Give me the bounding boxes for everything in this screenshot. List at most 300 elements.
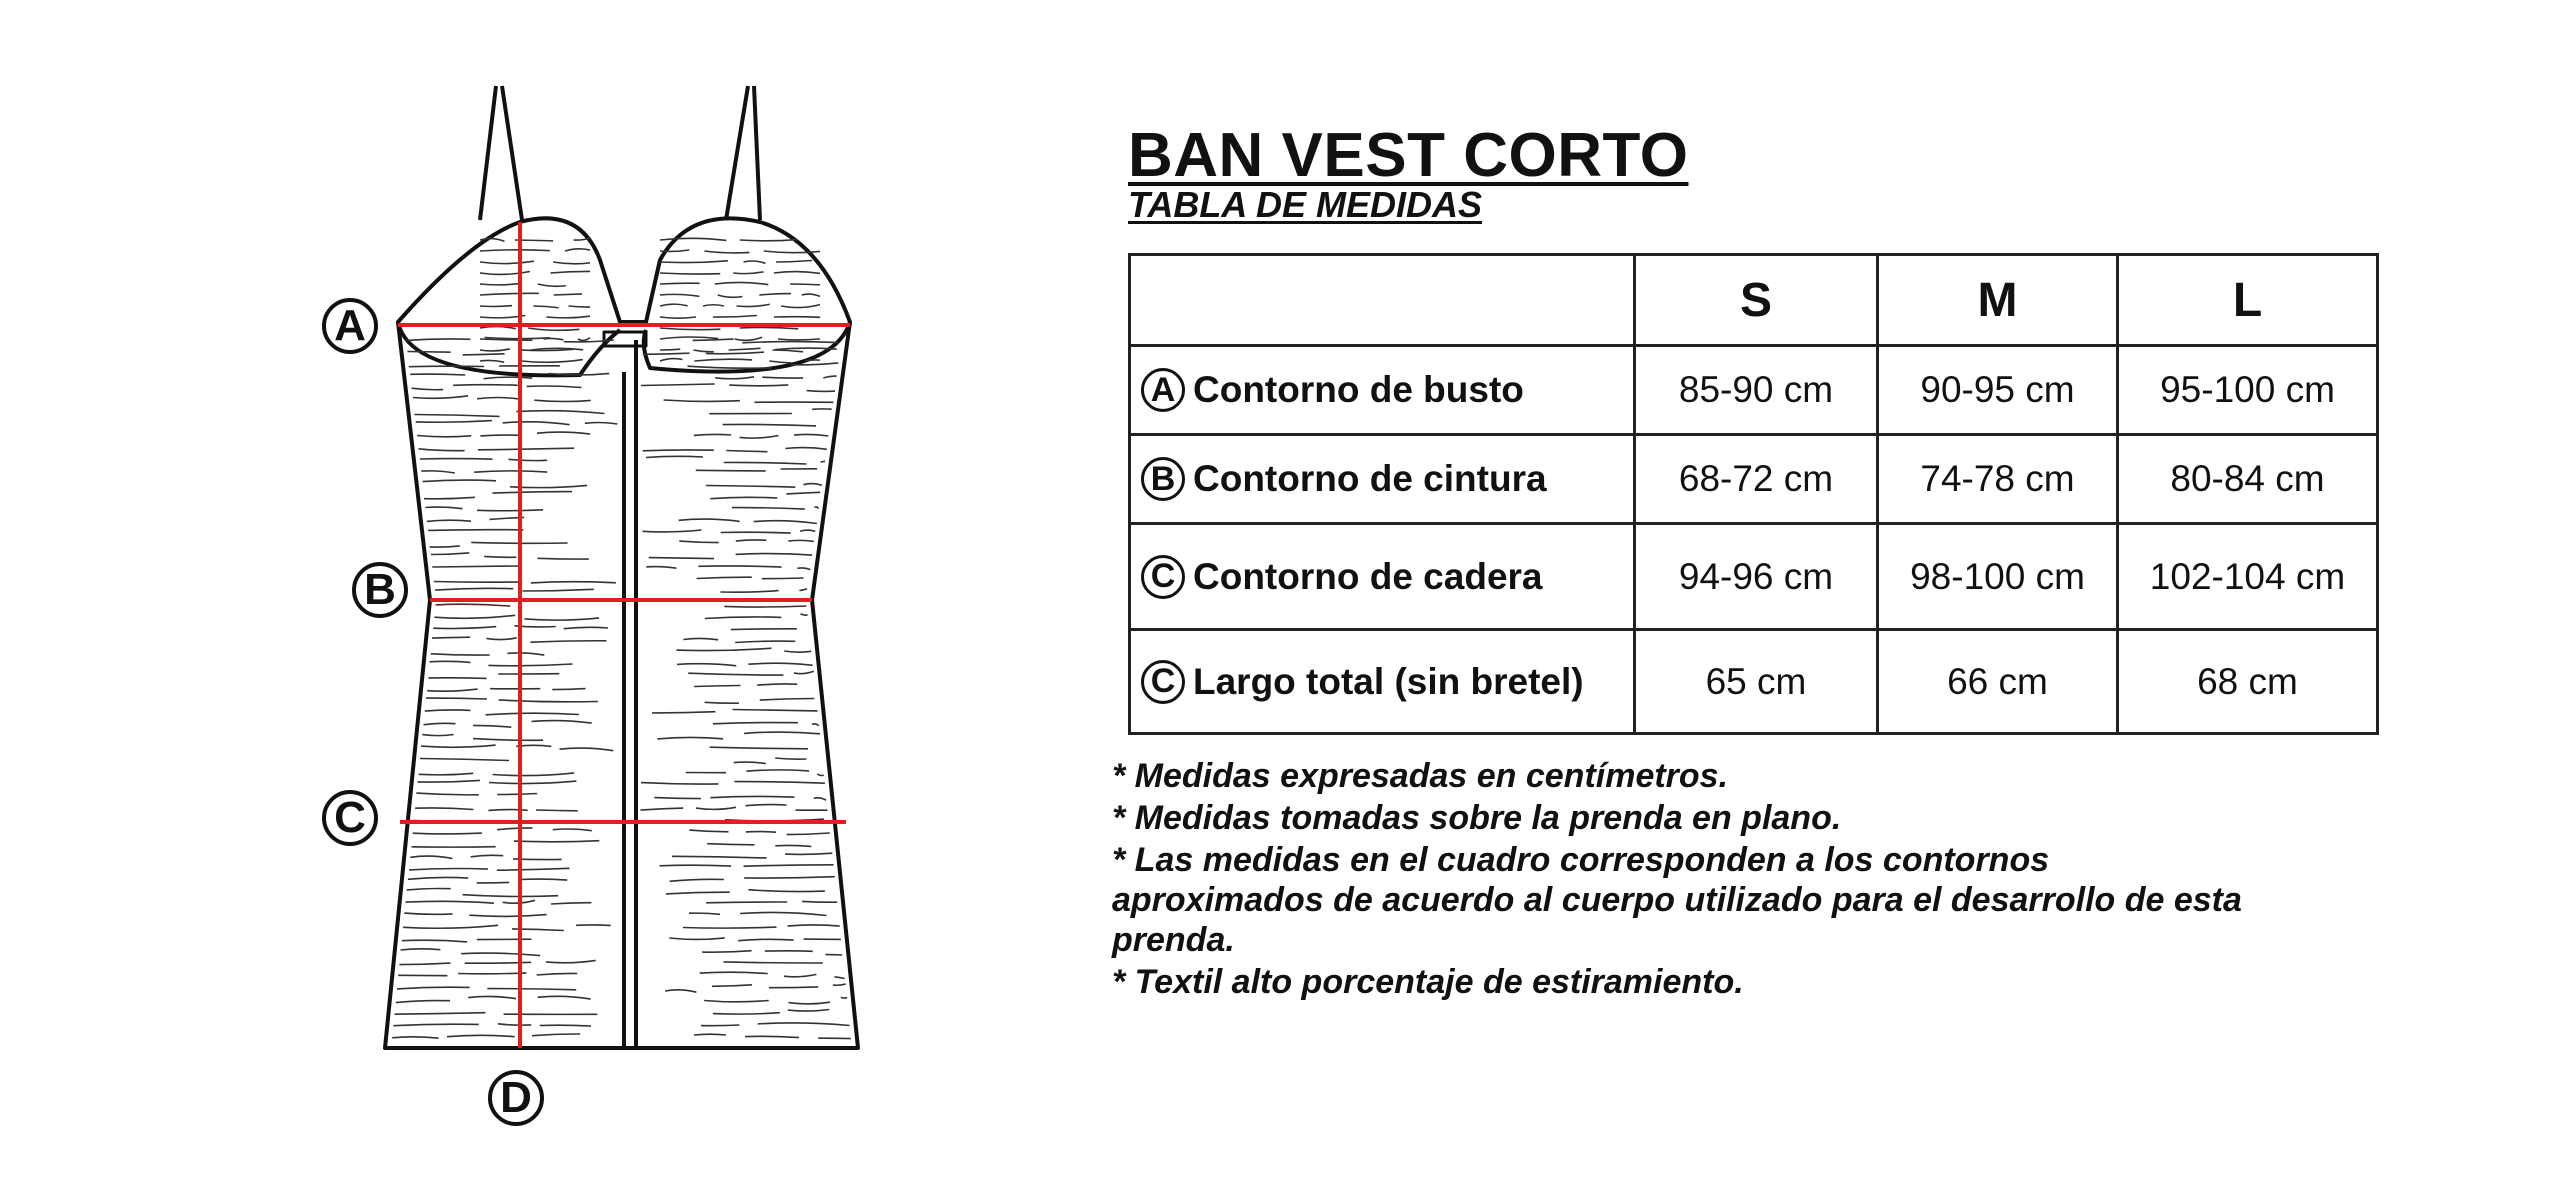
texture-stroke bbox=[817, 774, 824, 776]
texture-stroke bbox=[403, 925, 498, 928]
texture-stroke bbox=[696, 807, 736, 809]
texture-stroke bbox=[715, 282, 769, 284]
texture-stroke bbox=[707, 844, 754, 845]
texture-stroke bbox=[474, 471, 547, 472]
texture-stroke bbox=[408, 877, 468, 879]
row-marker: C bbox=[1141, 555, 1185, 599]
texture-stroke bbox=[641, 384, 715, 386]
row-marker: B bbox=[1141, 457, 1185, 501]
texture-stroke bbox=[509, 459, 548, 460]
texture-stroke bbox=[532, 721, 592, 724]
texture-stroke bbox=[710, 796, 794, 797]
texture-stroke bbox=[748, 890, 825, 892]
texture-stroke bbox=[694, 1034, 726, 1035]
texture-stroke bbox=[787, 833, 830, 835]
texture-stroke bbox=[735, 337, 763, 340]
table-row bbox=[1130, 524, 2378, 630]
texture-stroke bbox=[745, 1036, 799, 1037]
texture-stroke bbox=[660, 317, 696, 318]
texture-stroke bbox=[731, 629, 797, 630]
texture-stroke bbox=[520, 879, 567, 880]
texture-stroke bbox=[412, 388, 444, 390]
texture-stroke bbox=[396, 1001, 450, 1003]
texture-stroke bbox=[762, 377, 803, 378]
note-stretch: * Textil alto porcentaje de estiramiento. bbox=[1112, 963, 1744, 1001]
texture-stroke bbox=[420, 459, 493, 460]
texture-stroke bbox=[421, 745, 496, 747]
texture-stroke bbox=[447, 1035, 515, 1036]
texture-stroke bbox=[485, 338, 550, 339]
cell-m: 66 cm bbox=[1878, 630, 2118, 734]
row-label-text: Contorno de cadera bbox=[1193, 555, 1543, 597]
texture-stroke bbox=[710, 497, 777, 498]
table-row bbox=[1130, 346, 2378, 435]
texture-stroke bbox=[689, 830, 728, 832]
table-row bbox=[1130, 435, 2378, 524]
texture-stroke bbox=[480, 250, 550, 251]
texture-stroke bbox=[802, 901, 837, 902]
texture-stroke bbox=[493, 492, 573, 494]
texture-stroke bbox=[564, 627, 608, 628]
texture-stroke bbox=[402, 940, 467, 942]
texture-stroke bbox=[664, 400, 740, 401]
texture-stroke bbox=[721, 532, 791, 533]
texture-stroke bbox=[799, 589, 807, 591]
texture-stroke bbox=[735, 641, 795, 642]
note-approximate: * Las medidas en el cuadro corresponden a los contornos aproximados de acuerdo al cuerpo utilizado para el desarrollo de esta prenda. bbox=[1112, 841, 2242, 959]
texture-stroke bbox=[414, 415, 499, 417]
cell-l: 68 cm bbox=[2118, 630, 2378, 734]
texture-stroke bbox=[432, 566, 518, 567]
texture-stroke bbox=[503, 422, 570, 425]
left-strap bbox=[480, 86, 522, 220]
texture-stroke bbox=[660, 328, 720, 330]
texture-stroke bbox=[435, 588, 513, 590]
texture-stroke bbox=[480, 284, 519, 285]
texture-stroke bbox=[484, 377, 533, 379]
texture-stroke bbox=[683, 638, 718, 639]
texture-stroke bbox=[660, 283, 700, 284]
texture-stroke bbox=[649, 558, 714, 559]
texture-stroke bbox=[726, 451, 767, 452]
texture-stroke bbox=[774, 317, 820, 318]
texture-stroke bbox=[800, 530, 815, 531]
texture-stroke bbox=[425, 507, 462, 509]
texture-stroke bbox=[670, 879, 724, 881]
texture-stroke bbox=[764, 251, 820, 253]
texture-stroke bbox=[801, 614, 808, 615]
texture-stroke bbox=[694, 350, 714, 352]
texture-stroke bbox=[641, 783, 719, 784]
texture-stroke bbox=[434, 615, 515, 618]
texture-stroke bbox=[430, 661, 471, 662]
texture-stroke bbox=[665, 990, 696, 992]
row-label-text: Contorno de busto bbox=[1193, 369, 1524, 410]
texture-stroke bbox=[401, 949, 441, 950]
texture-stroke bbox=[746, 832, 776, 833]
texture-stroke bbox=[759, 294, 791, 295]
texture-stroke bbox=[823, 376, 836, 378]
texture-stroke bbox=[426, 698, 487, 699]
texture-stroke bbox=[705, 617, 782, 619]
row-label-text: Largo total (sin bretel) bbox=[1193, 660, 1584, 702]
texture-stroke bbox=[734, 782, 825, 784]
texture-stroke bbox=[433, 627, 496, 629]
texture-stroke bbox=[747, 770, 810, 771]
texture-stroke bbox=[676, 648, 771, 650]
fabric-texture bbox=[392, 238, 851, 1039]
texture-stroke bbox=[788, 925, 840, 926]
texture-stroke bbox=[473, 739, 543, 741]
texture-stroke bbox=[643, 353, 690, 354]
cell-s: 85-90 cm bbox=[1635, 346, 1878, 435]
texture-stroke bbox=[428, 530, 523, 531]
texture-stroke bbox=[537, 973, 578, 975]
texture-stroke bbox=[804, 484, 822, 486]
marker-d: D bbox=[488, 1070, 544, 1126]
texture-stroke bbox=[399, 963, 450, 965]
texture-stroke bbox=[694, 359, 752, 361]
texture-stroke bbox=[538, 284, 566, 286]
texture-stroke bbox=[769, 987, 818, 988]
texture-stroke bbox=[488, 664, 572, 666]
texture-stroke bbox=[784, 651, 811, 652]
texture-stroke bbox=[397, 987, 470, 989]
texture-stroke bbox=[737, 304, 770, 306]
texture-stroke bbox=[551, 903, 591, 904]
texture-stroke bbox=[546, 316, 590, 318]
texture-stroke bbox=[487, 989, 576, 990]
texture-stroke bbox=[514, 841, 600, 842]
texture-stroke bbox=[784, 974, 817, 976]
texture-stroke bbox=[732, 710, 817, 711]
texture-stroke bbox=[713, 1013, 780, 1014]
texture-stroke bbox=[458, 973, 526, 974]
cell-l: 80-84 cm bbox=[2118, 435, 2378, 524]
note-flat-measure: * Medidas tomadas sobre la prenda en plano. bbox=[1112, 799, 1842, 837]
texture-stroke bbox=[554, 294, 582, 295]
texture-stroke bbox=[477, 882, 510, 883]
texture-stroke bbox=[679, 519, 740, 521]
texture-stroke bbox=[773, 350, 804, 352]
texture-stroke bbox=[560, 748, 614, 751]
texture-stroke bbox=[422, 735, 453, 736]
texture-stroke bbox=[461, 953, 540, 955]
texture-stroke bbox=[420, 759, 509, 761]
texture-stroke bbox=[693, 339, 734, 340]
row-label-waist bbox=[1130, 435, 1635, 524]
texture-stroke bbox=[724, 606, 806, 607]
texture-stroke bbox=[585, 422, 618, 424]
texture-stroke bbox=[660, 865, 732, 866]
texture-stroke bbox=[471, 855, 504, 857]
texture-stroke bbox=[468, 996, 516, 998]
texture-stroke bbox=[788, 1002, 830, 1004]
texture-stroke bbox=[683, 927, 777, 928]
texture-stroke bbox=[775, 845, 811, 846]
size-header-m: M bbox=[1878, 255, 2118, 346]
size-header-s: S bbox=[1635, 255, 1878, 346]
texture-stroke bbox=[534, 400, 590, 401]
texture-stroke bbox=[525, 618, 600, 620]
cell-s: 65 cm bbox=[1635, 630, 1878, 734]
texture-stroke bbox=[786, 492, 820, 494]
texture-stroke bbox=[738, 939, 793, 940]
texture-stroke bbox=[531, 582, 616, 583]
texture-stroke bbox=[775, 758, 806, 759]
size-table bbox=[1128, 253, 2379, 735]
texture-stroke bbox=[428, 678, 486, 679]
note-units: * Medidas expresadas en centímetros. bbox=[1112, 757, 1729, 795]
texture-stroke bbox=[701, 1025, 740, 1026]
texture-stroke bbox=[497, 794, 537, 795]
table-row bbox=[1130, 630, 2378, 734]
texture-stroke bbox=[540, 1025, 591, 1026]
texture-stroke bbox=[427, 689, 477, 691]
marker-b: B bbox=[352, 562, 408, 618]
cell-s: 94-96 cm bbox=[1635, 524, 1878, 630]
texture-stroke bbox=[643, 450, 714, 451]
texture-stroke bbox=[706, 352, 764, 354]
texture-stroke bbox=[415, 808, 473, 810]
texture-stroke bbox=[528, 328, 579, 330]
texture-stroke bbox=[419, 449, 465, 451]
page-title: BAN VEST CORTO bbox=[1128, 121, 1689, 190]
texture-stroke bbox=[660, 304, 688, 306]
texture-stroke bbox=[432, 637, 470, 638]
texture-stroke bbox=[641, 808, 684, 810]
texture-stroke bbox=[395, 1013, 486, 1015]
texture-stroke bbox=[480, 360, 504, 362]
texture-stroke bbox=[434, 582, 523, 583]
texture-stroke bbox=[694, 686, 740, 687]
cell-s: 68-72 cm bbox=[1635, 435, 1878, 524]
texture-stroke bbox=[740, 327, 799, 328]
texture-stroke bbox=[421, 471, 455, 473]
texture-stroke bbox=[646, 456, 703, 457]
texture-stroke bbox=[538, 558, 589, 559]
texture-stroke bbox=[679, 541, 718, 543]
texture-stroke bbox=[794, 434, 828, 436]
texture-stroke bbox=[480, 306, 512, 307]
texture-stroke bbox=[734, 762, 766, 764]
texture-stroke bbox=[553, 829, 592, 831]
texture-stroke bbox=[537, 432, 590, 434]
texture-stroke bbox=[704, 251, 749, 253]
texture-stroke bbox=[660, 294, 699, 296]
texture-stroke bbox=[486, 713, 579, 715]
texture-stroke bbox=[797, 568, 810, 570]
texture-stroke bbox=[744, 865, 834, 866]
texture-stroke bbox=[788, 1010, 829, 1012]
texture-stroke bbox=[484, 556, 516, 557]
texture-stroke bbox=[744, 732, 820, 734]
texture-stroke bbox=[724, 962, 823, 963]
texture-stroke bbox=[754, 521, 817, 524]
texture-stroke bbox=[409, 869, 488, 870]
texture-stroke bbox=[781, 305, 820, 308]
size-header-l: L bbox=[2118, 255, 2378, 346]
texture-stroke bbox=[677, 664, 736, 666]
row-label-bust bbox=[1130, 346, 1635, 435]
texture-stroke bbox=[473, 725, 511, 727]
texture-stroke bbox=[553, 262, 590, 264]
texture-stroke bbox=[740, 912, 826, 915]
texture-stroke bbox=[698, 566, 781, 567]
texture-stroke bbox=[723, 424, 817, 425]
texture-stroke bbox=[720, 591, 778, 593]
texture-stroke bbox=[416, 421, 492, 423]
texture-stroke bbox=[565, 249, 590, 251]
texture-stroke bbox=[769, 361, 791, 363]
cell-m: 90-95 cm bbox=[1878, 346, 2118, 435]
texture-stroke bbox=[516, 411, 604, 414]
texture-stroke bbox=[702, 951, 751, 953]
marker-c: C bbox=[322, 790, 378, 846]
texture-stroke bbox=[550, 271, 590, 273]
texture-stroke bbox=[776, 261, 812, 262]
texture-stroke bbox=[812, 724, 819, 726]
texture-stroke bbox=[463, 895, 558, 897]
texture-stroke bbox=[427, 520, 471, 521]
texture-stroke bbox=[742, 342, 838, 343]
texture-stroke bbox=[418, 780, 481, 782]
texture-stroke bbox=[774, 272, 820, 274]
texture-stroke bbox=[643, 530, 702, 532]
table-header-row bbox=[1130, 255, 2378, 346]
texture-stroke bbox=[416, 793, 478, 795]
texture-stroke bbox=[724, 462, 807, 464]
garment-outline bbox=[385, 218, 858, 1048]
texture-stroke bbox=[431, 553, 469, 555]
notes-block bbox=[1112, 756, 2252, 1004]
texture-stroke bbox=[703, 305, 724, 306]
texture-stroke bbox=[408, 352, 451, 353]
texture-stroke bbox=[805, 360, 820, 361]
texture-stroke bbox=[480, 349, 510, 351]
texture-stroke bbox=[740, 240, 798, 241]
texture-stroke bbox=[713, 723, 798, 724]
texture-stroke bbox=[424, 497, 475, 499]
texture-stroke bbox=[672, 856, 767, 858]
texture-stroke bbox=[413, 396, 468, 398]
texture-stroke bbox=[688, 673, 783, 675]
texture-stroke bbox=[406, 339, 470, 341]
texture-stroke bbox=[463, 354, 505, 355]
texture-stroke bbox=[706, 486, 795, 488]
texture-stroke bbox=[436, 604, 511, 606]
texture-stroke bbox=[407, 889, 451, 890]
texture-stroke bbox=[689, 913, 720, 914]
texture-stroke bbox=[704, 1001, 769, 1002]
texture-stroke bbox=[696, 470, 766, 471]
texture-stroke bbox=[654, 798, 701, 799]
texture-stroke bbox=[646, 567, 676, 569]
texture-stroke bbox=[732, 508, 805, 510]
texture-stroke bbox=[527, 386, 582, 388]
texture-stroke bbox=[493, 773, 575, 776]
texture-stroke bbox=[757, 684, 797, 685]
texture-stroke bbox=[740, 436, 779, 439]
cell-l: 102-104 cm bbox=[2118, 524, 2378, 630]
texture-stroke bbox=[392, 1037, 438, 1038]
texture-stroke bbox=[657, 737, 723, 738]
texture-stroke bbox=[660, 238, 726, 240]
texture-stroke bbox=[423, 480, 496, 481]
texture-stroke bbox=[425, 710, 471, 711]
texture-stroke bbox=[497, 868, 570, 870]
texture-stroke bbox=[744, 877, 835, 878]
texture-stroke bbox=[480, 261, 534, 263]
texture-stroke bbox=[841, 997, 847, 998]
texture-stroke bbox=[497, 828, 532, 830]
texture-stroke bbox=[785, 853, 832, 854]
texture-stroke bbox=[790, 284, 820, 285]
texture-stroke bbox=[530, 641, 606, 642]
texture-stroke bbox=[480, 293, 539, 295]
texture-stroke bbox=[522, 360, 583, 363]
texture-stroke bbox=[533, 306, 558, 308]
texture-stroke bbox=[765, 951, 813, 952]
texture-stroke bbox=[507, 653, 544, 655]
texture-stroke bbox=[487, 638, 517, 640]
texture-stroke bbox=[746, 805, 787, 806]
cell-m: 98-100 cm bbox=[1878, 524, 2118, 630]
texture-stroke bbox=[744, 261, 766, 263]
texture-stroke bbox=[417, 436, 471, 437]
texture-stroke bbox=[778, 339, 820, 340]
row-marker: C bbox=[1141, 660, 1185, 704]
texture-stroke bbox=[660, 337, 718, 339]
texture-stroke bbox=[652, 712, 715, 713]
row-marker: A bbox=[1141, 368, 1185, 412]
texture-stroke bbox=[431, 654, 490, 655]
texture-stroke bbox=[523, 589, 594, 591]
texture-stroke bbox=[748, 663, 812, 665]
texture-stroke bbox=[546, 960, 596, 962]
texture-stroke bbox=[578, 338, 590, 341]
texture-stroke bbox=[694, 434, 731, 435]
texture-stroke bbox=[760, 699, 815, 701]
texture-stroke bbox=[477, 510, 543, 511]
texture-stroke bbox=[480, 271, 530, 274]
texture-stroke bbox=[688, 366, 772, 368]
texture-stroke bbox=[833, 984, 846, 985]
texture-stroke bbox=[410, 856, 452, 858]
texture-stroke bbox=[543, 338, 563, 339]
cell-m: 74-78 cm bbox=[1878, 435, 2118, 524]
texture-stroke bbox=[729, 385, 788, 386]
texture-stroke bbox=[700, 972, 768, 973]
texture-stroke bbox=[552, 689, 585, 690]
texture-stroke bbox=[532, 1034, 580, 1036]
texture-stroke bbox=[669, 938, 725, 940]
cell-l: 95-100 cm bbox=[2118, 346, 2378, 435]
texture-stroke bbox=[489, 781, 576, 783]
texture-stroke bbox=[718, 295, 743, 297]
texture-stroke bbox=[660, 359, 683, 361]
row-label-length bbox=[1130, 630, 1635, 734]
texture-stroke bbox=[404, 913, 452, 914]
texture-stroke bbox=[758, 1023, 850, 1026]
marker-a: A bbox=[322, 298, 378, 354]
texture-stroke bbox=[729, 348, 761, 350]
texture-stroke bbox=[736, 540, 767, 541]
row-label-text: Contorno de cintura bbox=[1193, 458, 1547, 499]
texture-stroke bbox=[785, 448, 826, 450]
texture-stroke bbox=[814, 798, 826, 800]
texture-stroke bbox=[538, 996, 591, 999]
